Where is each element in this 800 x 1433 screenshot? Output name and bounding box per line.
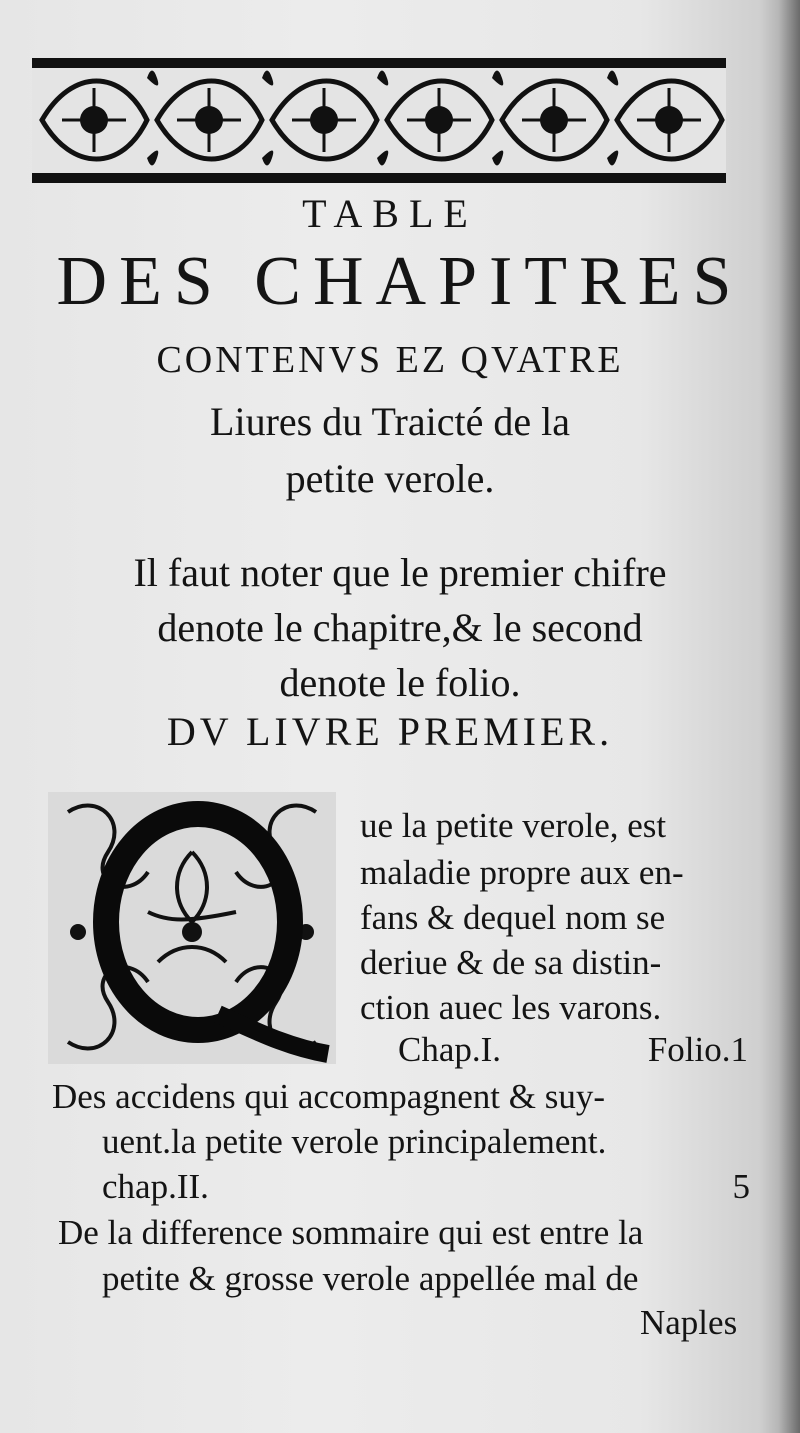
folio-label: 5: [732, 1167, 750, 1206]
heading-contenus: CONTENVS EZ QVATRE: [156, 339, 624, 381]
entry-3-line: Naples: [640, 1303, 738, 1342]
entry-1-line: maladie propre aux en-: [360, 853, 684, 892]
chapter-label: Chap.I.: [398, 1030, 502, 1069]
reading-note-line: denote le chapitre,& le second: [157, 605, 643, 650]
reading-note-line: denote le folio.: [279, 660, 521, 705]
reading-note-line: Il faut noter que le premier chifre: [133, 550, 667, 595]
entry-3-line: petite & grosse verole appellée mal de: [102, 1259, 639, 1298]
entry-1-line: ue la petite verole, est: [360, 806, 667, 845]
entry-1-line: deriue & de sa distin-: [360, 943, 662, 982]
decorated-initial-q: [48, 792, 336, 1064]
book-spine-edge: [778, 0, 800, 1433]
folio-label: Folio.1: [647, 1030, 748, 1069]
entry-2-line: uent.la petite verole principalement.: [102, 1122, 607, 1161]
entry-3-line: De la difference sommaire qui est entre la: [58, 1213, 644, 1252]
entry-2-line: Des accidens qui accompagnent & suy-: [52, 1077, 606, 1116]
entry-1-line: ction auec les varons.: [360, 988, 662, 1027]
chapter-label: chap.II.: [102, 1167, 209, 1206]
heading-subtitle-line-1: Liures du Traicté de la: [210, 399, 570, 444]
entry-1-reference: [398, 1030, 748, 1070]
entry-1-line: fans & dequel nom se: [360, 898, 666, 937]
entry-2-reference: [102, 1167, 750, 1207]
heading-chapitres: DES CHAPITRES: [56, 243, 744, 320]
initial-letter: Q: [194, 959, 202, 970]
book-section-title: DV LIVRE PREMIER.: [166, 709, 614, 754]
ornamental-headpiece: [32, 58, 726, 183]
reading-note: [40, 545, 760, 710]
heading-subtitle-line-2: petite verole.: [285, 456, 495, 501]
heading-table: TABLE: [302, 191, 478, 236]
